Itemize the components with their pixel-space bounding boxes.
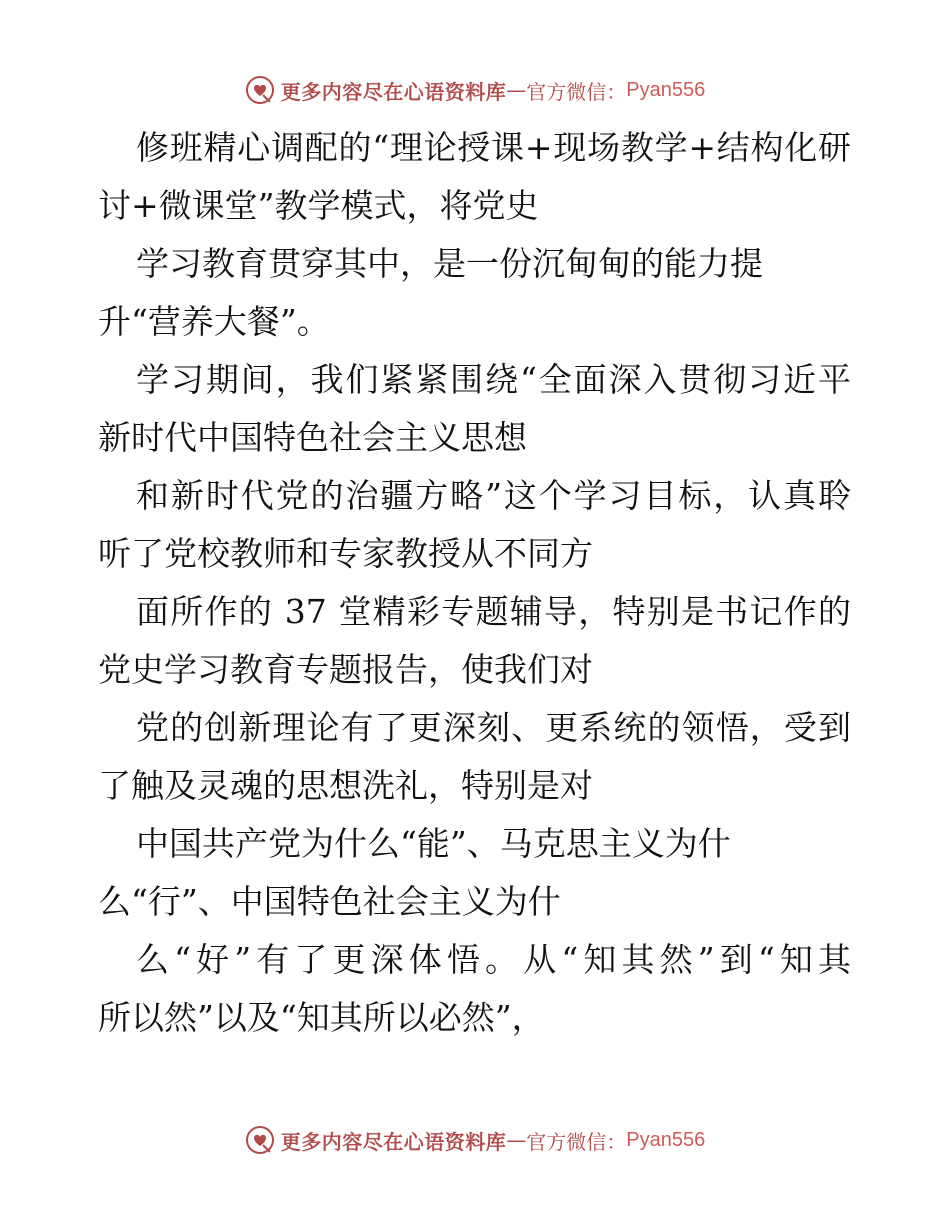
paragraph xyxy=(98,467,853,583)
heart-pen-logo-icon xyxy=(245,1125,275,1155)
paragraph-line-1: 中国共产党为什么“能”、马克思主义为什 xyxy=(136,824,731,863)
watermark-label: 官方微信： xyxy=(526,79,627,104)
paragraph-line-1: 学习期间，我们紧紧围绕“全面深入贯彻习近平 xyxy=(136,360,851,399)
paragraph xyxy=(98,583,853,699)
paragraph xyxy=(98,351,853,467)
watermark-wechat-id: Pyan556 xyxy=(626,78,706,101)
paragraph xyxy=(98,235,853,351)
paragraph-line-2: 所以然”以及“知其所以必然”， xyxy=(98,998,545,1037)
paragraph xyxy=(98,119,853,235)
paragraph-line-1: 么“好”有了更深体悟。从“知其然”到“知其 xyxy=(136,940,851,979)
paragraph-line-1: 学习教育贯穿其中，是一份沉甸甸的能力提 xyxy=(136,244,763,283)
paragraph-line-2: 听了党校教师和专家教授从不同方 xyxy=(98,534,593,573)
paragraph-line-2: 么“行”、中国特色社会主义为什 xyxy=(98,882,561,921)
document-body xyxy=(98,119,853,1047)
paragraph-line-2: 升“营养大餐”。 xyxy=(98,302,330,341)
paragraph-line-2: 了触及灵魂的思想洗礼，特别是对 xyxy=(98,766,593,805)
watermark-main-text: 更多内容尽在心语资料库 xyxy=(280,79,507,104)
paragraph-line-1: 面所作的 37 堂精彩专题辅导，特别是书记作的 xyxy=(136,592,851,631)
paragraph-line-2: 新时代中国特色社会主义思想 xyxy=(98,418,527,457)
paragraph-line-2: 党史学习教育专题报告，使我们对 xyxy=(98,650,593,689)
paragraph-line-2: 讨+微课堂”教学模式，将党史 xyxy=(98,186,539,225)
paragraph-line-1: 和新时代党的治疆方略”这个学习目标，认真聆 xyxy=(136,476,851,515)
heart-pen-logo-icon xyxy=(245,75,275,105)
watermark-wechat-id: Pyan556 xyxy=(626,1128,706,1151)
paragraph-line-1: 党的创新理论有了更深刻、更系统的领悟，受到 xyxy=(136,708,851,747)
watermark-separator: — xyxy=(506,78,527,102)
watermark-label: 官方微信： xyxy=(526,1129,627,1154)
watermark-main-text: 更多内容尽在心语资料库 xyxy=(280,1129,507,1154)
paragraph xyxy=(98,815,853,931)
paragraph xyxy=(98,931,853,1047)
footer-watermark xyxy=(0,1120,950,1160)
header-watermark xyxy=(0,70,950,110)
paragraph xyxy=(98,699,853,815)
paragraph-line-1: 修班精心调配的“理论授课+现场教学+结构化研 xyxy=(136,128,851,167)
watermark-separator: — xyxy=(506,1128,527,1152)
